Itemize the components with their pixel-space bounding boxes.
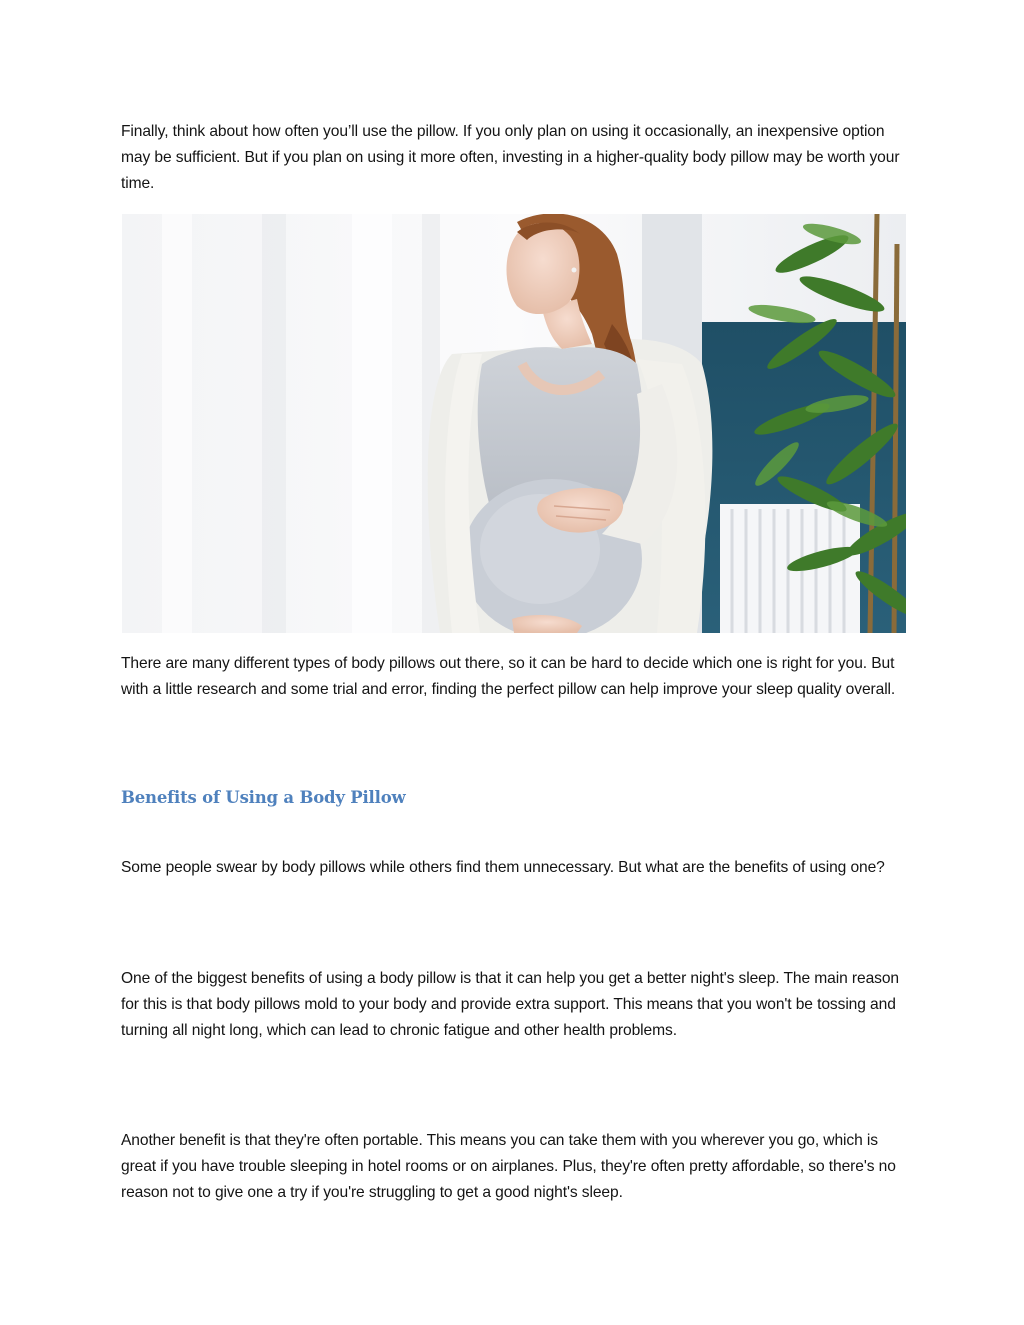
paragraph-some-people: Some people swear by body pillows while others find them unnecessary. But what are the benefits of using one? xyxy=(121,859,885,876)
paragraph-better-sleep: One of the biggest benefits of using a body pillow is that it can help you get a better night's sleep. The main reason for this is that body pillows mold to your body and provide extra support. This means that you won't be tossing and turning all night long, which can lead to chronic fatigue and other health problems. xyxy=(121,970,900,1039)
pregnant-woman-photo xyxy=(122,214,906,633)
paragraph-portable: Another benefit is that they're often portable. This means you can take them with you wherever you go, which is great if you have trouble sleeping in hotel rooms or on airplanes. Plus, they're often pretty affordable, so there's no reason not to give one a try if you're struggling to get a good night's sleep. xyxy=(121,1132,896,1201)
section-heading-benefits: Benefits of Using a Body Pillow xyxy=(121,788,406,807)
paragraph-many-types: There are many different types of body pillows out there, so it can be hard to decide which one is right for you. But with a little research and some trial and error, finding the perfect pillow can help improve your sleep quality overall. xyxy=(121,655,896,698)
paragraph-usage-frequency: Finally, think about how often you’ll use the pillow. If you only plan on using it occasionally, an inexpensive option may be sufficient. But if you plan on using it more often, investing in a higher-quality body pillow may be worth your time. xyxy=(121,123,900,192)
